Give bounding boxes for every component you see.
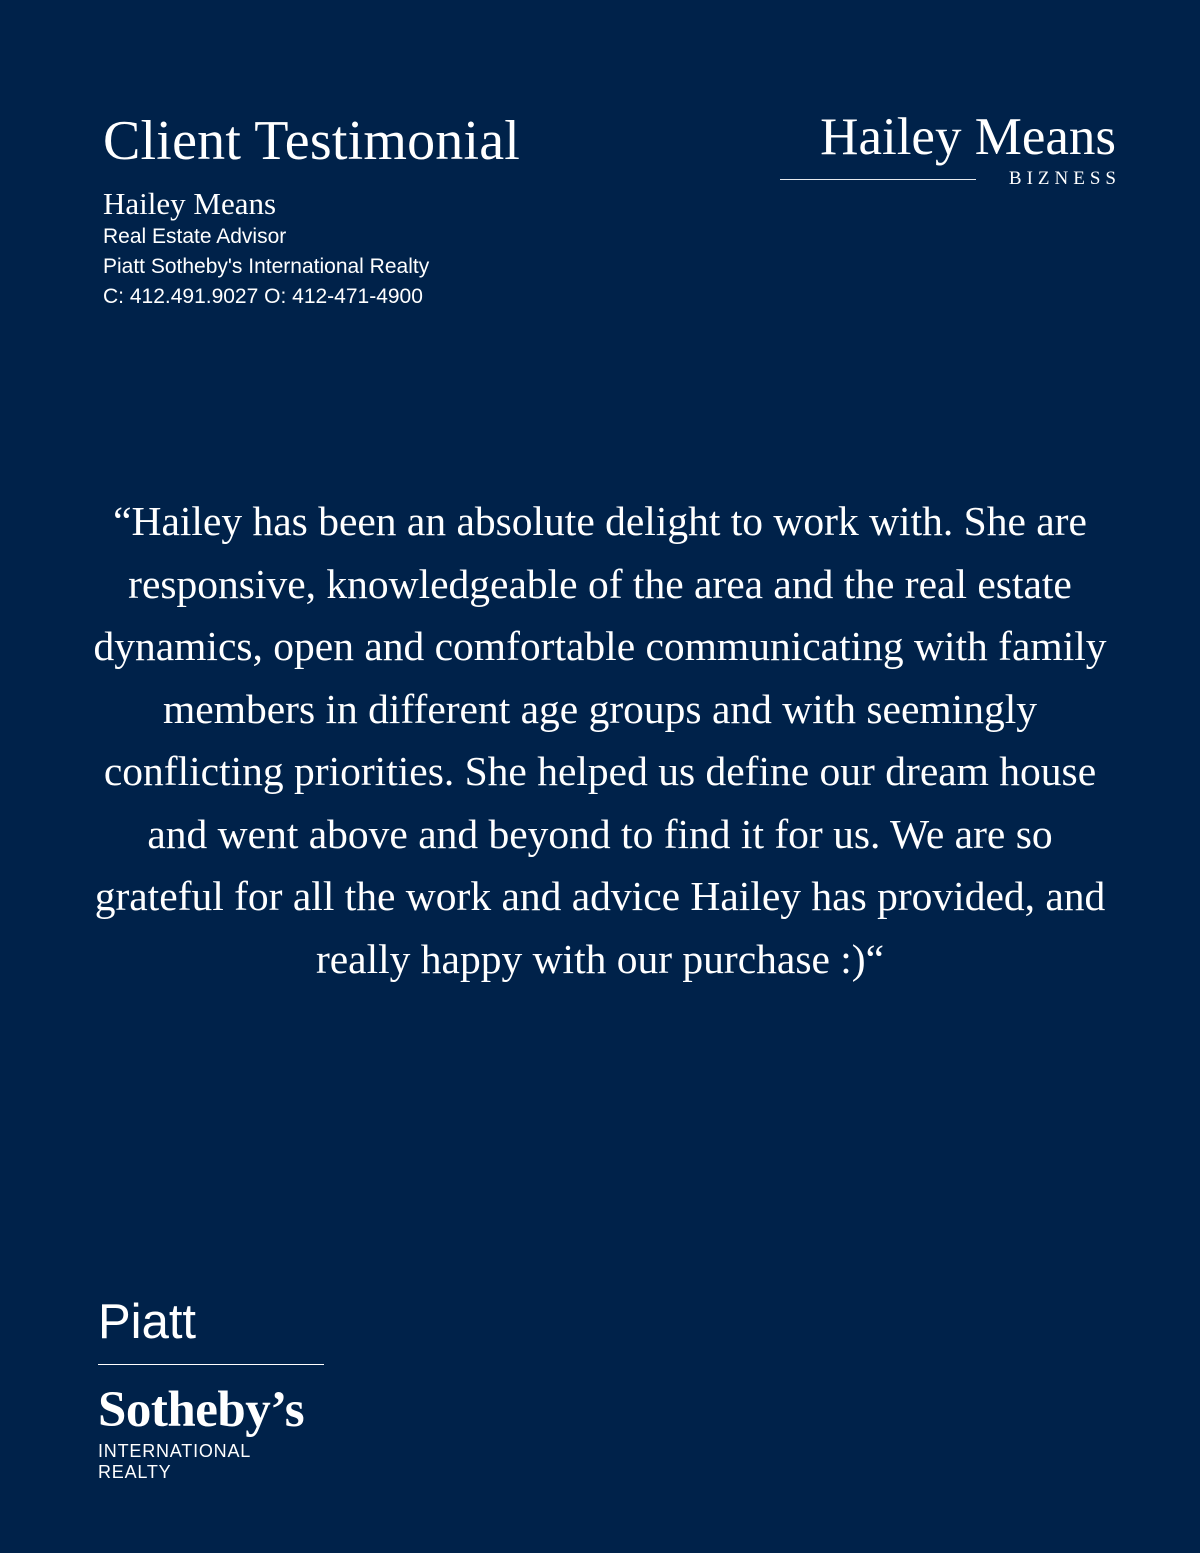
- agent-phones: C: 412.491.9027 O: 412-471-4900: [103, 285, 423, 308]
- agency-name: Piatt Sotheby's International Realty: [103, 255, 430, 278]
- sothebys-logo: [98, 1292, 326, 1483]
- brand-logo: [780, 108, 1121, 190]
- logo-piatt-text: Piatt: [98, 1295, 197, 1349]
- brand-name: Hailey Means: [820, 108, 1116, 166]
- page-title: Client Testimonial: [103, 110, 521, 172]
- brand-subtitle-row: [780, 168, 1121, 190]
- testimonial-quote: “Hailey has been an absolute delight to work with. She are responsive, knowledgeable of the area and the real estate dynamics, open and comfortable communicating with family members in different age groups and with seemingly conflicting priorities. She helped us define our dream house and went above and beyond to find it for us. We are so grateful for all the work and advice Hailey has provided, and really happy with our purchase :)“: [93, 498, 1107, 982]
- logo-divider: [98, 1364, 324, 1365]
- agent-role: Real Estate Advisor: [103, 225, 287, 248]
- agent-name: Hailey Means: [103, 186, 277, 221]
- logo-intl-realty-text: INTERNATIONAL REALTY: [98, 1441, 251, 1482]
- logo-sothebys-text: Sotheby’s: [98, 1382, 305, 1438]
- brand-divider: [780, 179, 976, 180]
- brand-subtitle: BIZNESS: [1008, 168, 1121, 189]
- agent-header: [103, 108, 520, 312]
